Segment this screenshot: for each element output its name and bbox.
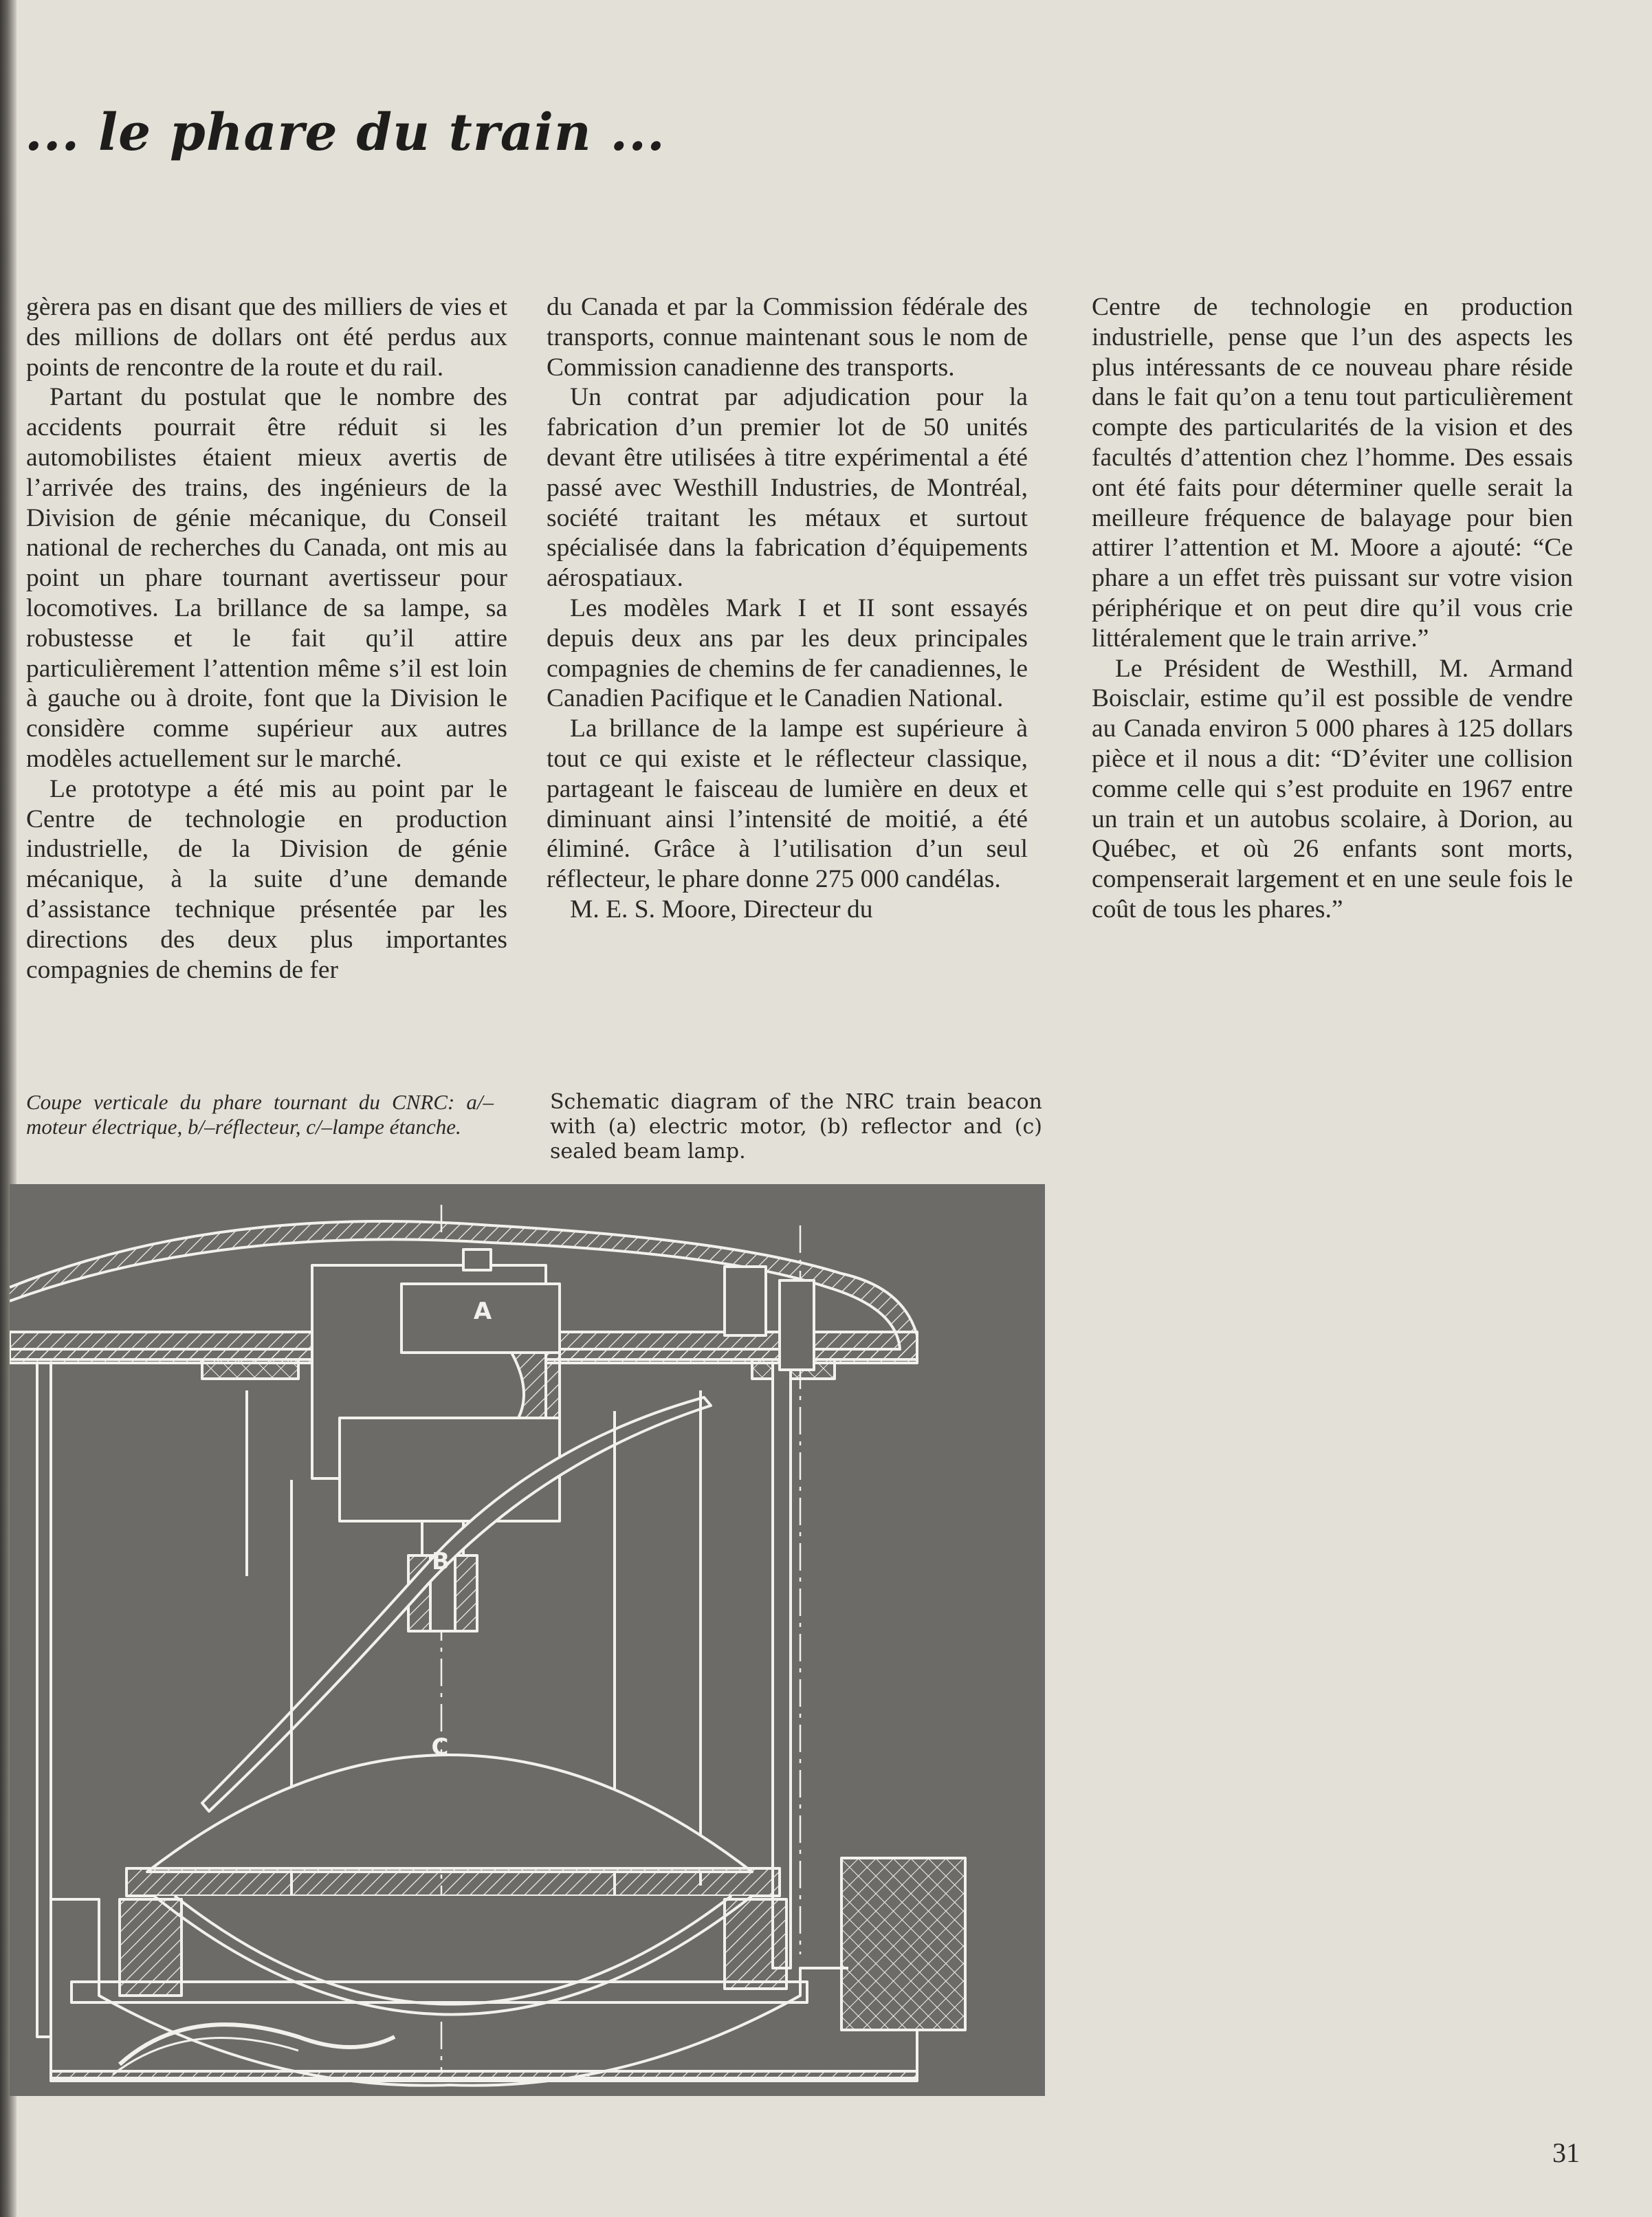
paragraph: Le prototype a été mis au point par le Centre de technologie en production industrielle, de la Division de génie mécanique, à la suite d’une demande d’assistance technique présentée par les directions des deux plus importantes compagnies de chemins de fer (26, 774, 507, 984)
figure-caption-english: Schematic diagram of the NRC train beacon with (a) electric motor, (b) reflector and (c) sealed beam lamp. (550, 1090, 1042, 1164)
text-column-3 (1092, 292, 1573, 925)
paragraph: Un contrat par adjudication pour la fabrication d’un premier lot de 50 unités devant être utilisées à titre expérimental a été passé avec Westhill Industries, de Montréal, société traitant les métaux et surtout spécialisée dans la fabrication d’équipements aérospatiaux. (547, 383, 1028, 593)
figure-caption-french: Coupe verticale du phare tournant du CNRC: a/–moteur électrique, b/–réflecteur, c/–lampe étanche. (26, 1090, 494, 1139)
beacon-cross-section-diagram (10, 1184, 1045, 2096)
sealed-beam-lamp-bowl (154, 1896, 752, 2015)
paragraph: La brillance de la lampe est supérieure à tout ce qui existe et le réflecteur classique, partageant le faisceau de lumière en deux et diminuant ainsi l’intensité de moitié, a été éliminé. Grâce à l’utilisation d’un seul réflecteur, le phare donne 275 000 candélas. (547, 714, 1028, 894)
paragraph: Partant du postulat que le nombre des accidents pourrait être réduit si les automobilistes étaient mieux avertis de l’arrivée des trains, des ingénieurs de la Division de génie mécanique, du Conseil national de recherches du Canada, ont mis au point un phare tournant avertisseur pour locomotives. La brillance de sa lampe, sa robustesse et le fait qu’il attire particulièrement l’attention même s’il est loin à gauche ou à droite, font que la Division le considère comme supérieur aux autres modèles actuellement sur le marché. (26, 383, 507, 773)
text-column-2 (547, 292, 1028, 925)
text-column-1 (26, 292, 507, 985)
article-title: ... le phare du train ... (25, 103, 665, 162)
paragraph: du Canada et par la Commission fédérale des transports, connue maintenant sous le nom de Commission canadienne des transports. (547, 293, 1028, 382)
label-lamp: C (431, 1734, 449, 1761)
paragraph: M. E. S. Moore, Directeur du (570, 895, 873, 924)
paragraph: Le Président de Westhill, M. Armand Boisclair, estime qu’il est possible de vendre au Canada environ 5 000 phares à 125 dollars pièce et il nous a dit: “D’éviter une collision comme celle qui s’est produite en 1967 entre un train et un autobus scolaire, à Dorion, au Québec, et où 26 enfants sont morts, compenserait largement et en une seule fois le coût de tous les phares.” (1092, 654, 1573, 924)
page-number: 31 (1552, 2137, 1580, 2168)
label-motor: A (473, 1298, 492, 1325)
paragraph: gèrera pas en disant que des milliers de vies et des millions de dollars ont été perdus aux points de rencontre de la route et du rail. (26, 293, 507, 382)
paragraph: Centre de technologie en production industrielle, pense que l’un des aspects les plus intéressants de ce nouveau phare réside dans le fait qu’on a tenu tout particulièrement compte des particularités de la vision et des facultés d’attention chez l’homme. Des essais ont été faits pour déterminer quelle serait la meilleure fréquence de balayage pour bien attirer l’attention et M. Moore a ajouté: “Ce phare a un effet très puissant sur votre vision périphérique et on peut dire qu’il vous crie littéralement que le train arrive.” (1092, 293, 1573, 653)
diagram-drawing (10, 1184, 1045, 2096)
label-reflector: B (432, 1548, 450, 1575)
paragraph: Les modèles Mark I et II sont essayés depuis deux ans par les deux principales compagnies de chemins de fer canadiennes, le Canadien Pacifique et le Canadien National. (547, 593, 1028, 713)
